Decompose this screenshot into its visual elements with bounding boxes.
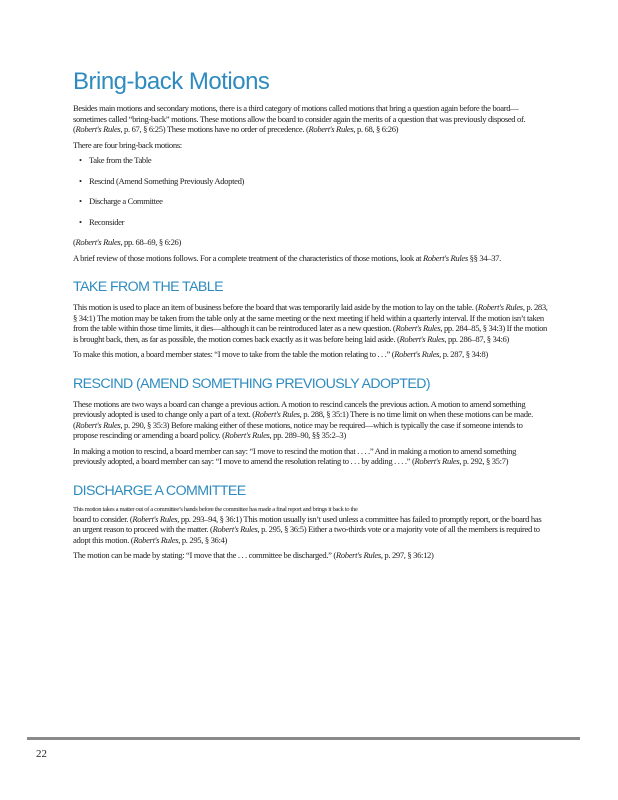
section2-paragraph-1: [73, 399, 549, 441]
citation: Robert's Rules: [335, 550, 381, 560]
text-run: This motion is used to place an item of business before the board that was temporarily laid aside by the motion to lay on the table. (: [73, 302, 478, 312]
text-run: These motions are two ways a board can change a previous action. A motion to rescind cancels the previous action. A motion to amend something previously adopted is used to change only a part of a text. (: [73, 398, 526, 419]
list-item-label: Rescind (Amend Something Previously Adopted): [89, 175, 245, 186]
section1-paragraph-2: [73, 349, 549, 360]
list-item: [79, 176, 549, 187]
citation: Robert's Rules: [75, 237, 121, 247]
citation: Robert's Rules: [75, 419, 121, 430]
text-run: A brief review of those motions follows. For a complete treatment of the characteristics of those motions, look at: [73, 252, 423, 263]
citation: Robert's Rules: [212, 524, 258, 534]
citation: Robert's Rules: [395, 323, 441, 333]
text-run: , pp. 293–94, § 36:1) This motion usually isn’t used unless a committee has failed to promptly report, or the board has an urgent reason to proceed with the matter. (: [73, 513, 542, 534]
list-item-label: Take from the Table: [89, 155, 152, 165]
text-run: , p. 297, § 36:12): [380, 550, 434, 560]
page-number: 22: [36, 748, 47, 760]
citation: Robert's Rules: [308, 124, 354, 134]
citation: Robert's Rules: [394, 349, 440, 359]
list-item-label: Reconsider: [89, 216, 125, 227]
intro-paragraph-1: [73, 103, 549, 135]
text-run: , pp. 286–87, § 34:6): [444, 333, 509, 344]
section-heading-rescind: RESCIND (AMEND SOMETHING PREVIOUSLY ADOPTED): [73, 375, 430, 392]
list-item: [79, 196, 549, 207]
section1-paragraph-1: [73, 302, 549, 344]
text-run: board to consider. (: [73, 513, 133, 524]
text-run: §§ 34–37.: [467, 252, 501, 263]
section2-paragraph-2: [73, 446, 549, 467]
text-run: In making a motion to rescind, a board member can say: “I move to rescind the motion that . . . .” And in making a motion to amend something previously adopted, a board member can say: “I move to amend the resolution relating to . . . by adding . . . .” (: [73, 445, 517, 466]
text-run: , p. 290, § 35:3) Before making either of these motions, notice may be required—which is typically the case if someone intends to propose rescinding or amending a board policy. (: [73, 419, 523, 440]
text-run: , p. 295, § 36:5) Either a two-thirds vote or a majority vote of all the members is required to adopt this motion. (: [73, 524, 540, 545]
section-heading-discharge-committee: DISCHARGE A COMMITTEE: [73, 482, 246, 499]
text-run: , p. 295, § 36:4): [178, 534, 227, 545]
text-run: , p. 292, § 35:7): [459, 456, 509, 466]
text-run: (: [73, 237, 76, 247]
section3-paragraph-2: [73, 550, 549, 561]
citation: Robert's Rules: [224, 430, 270, 440]
text-run: , p. 283, § 34:1) The motion may be taken from the table only at the same meeting or the next meeting if held within a quarterly interval. If the motion isn’t taken from the table within those time limits, it dies—although it can be reintroduced later as a new question. (: [73, 302, 548, 333]
citation: Robert's Rules: [132, 513, 178, 524]
list-item: [79, 217, 549, 228]
section3-small-line: This motion takes a matter out of a committee’s hands before the committee has made a final report and brings it back to the: [73, 505, 358, 513]
citation: Robert's Rules: [399, 333, 445, 344]
text-run: , p. 68, § 6:26): [353, 124, 399, 134]
text-run: , p. 288, § 35:1) There is no time limit on when these motions can be made. (: [73, 409, 533, 430]
citation: Robert's Rules: [75, 124, 121, 134]
intro-paragraph-3: [73, 237, 549, 248]
text-run: The motion can be made by stating: “I move that the . . . committee be discharged.” (: [73, 550, 336, 560]
citation: Robert's Rules: [422, 252, 468, 263]
section-heading-take-from-table: TAKE FROM THE TABLE: [73, 279, 223, 295]
text-run: To make this motion, a board member states: “I move to take from the table the motion relating to . . .” (: [73, 349, 395, 359]
text-run: Besides main motions and secondary motions, there is a third category of motions called motions that bring a question again before the board—sometimes called “bring-back” motions. These motions allow the board to consider again the merits of a question that was previously disposed of. (: [73, 103, 526, 134]
citation: Robert's Rules: [133, 534, 179, 545]
intro-paragraph-4: [73, 253, 549, 264]
list-item-label: Discharge a Committee: [89, 196, 163, 206]
section3-paragraph-1: [73, 514, 549, 546]
document-body: [73, 103, 549, 566]
bullet-icon: •: [79, 155, 82, 165]
text-run: , pp. 68–69, § 6:26): [120, 237, 181, 247]
bring-back-motions-list: [79, 155, 549, 227]
citation: Robert's Rules: [414, 456, 460, 466]
page-title: Bring-back Motions: [73, 68, 270, 95]
citation: Robert's Rules: [477, 302, 523, 312]
list-item: [79, 155, 549, 166]
text-run: , pp. 289–90, §§ 35:2–3): [269, 430, 346, 440]
bullet-icon: •: [79, 216, 82, 227]
text-run: , p. 67, § 6:25) These motions have no order of precedence. (: [120, 124, 309, 134]
bullet-icon: •: [79, 196, 82, 206]
footer-rule: [27, 737, 580, 740]
intro-paragraph-2: There are four bring-back motions:: [73, 139, 182, 150]
bullet-icon: •: [79, 175, 82, 186]
text-run: , pp. 284–85, § 34:3) If the motion is brought back, then, as far as possible, the motion comes back exactly as it was before being laid aside. (: [73, 323, 547, 344]
text-run: , p. 287, § 34:8): [439, 349, 488, 359]
citation: Robert's Rules: [254, 409, 300, 419]
